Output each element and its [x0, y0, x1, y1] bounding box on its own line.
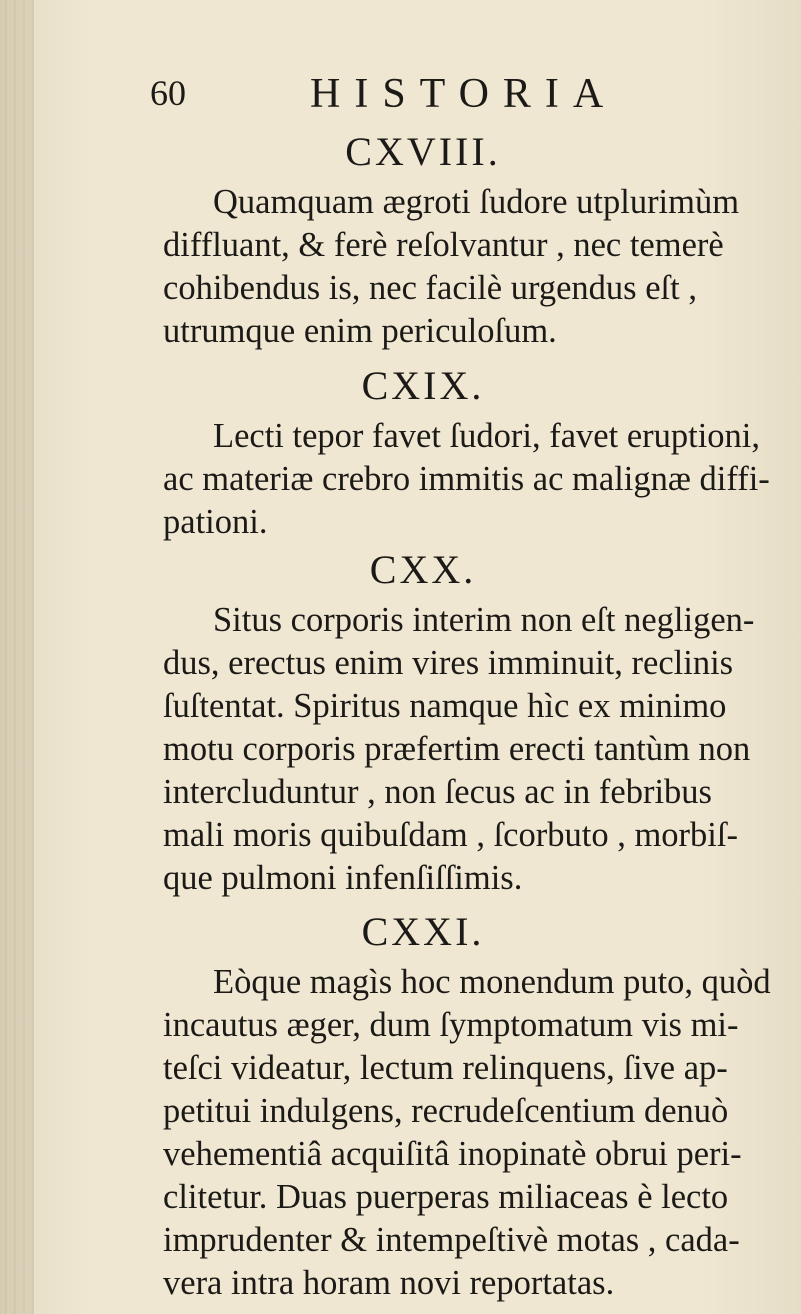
text-line: clitetur. Duas puerperas miliaceas è lecto	[163, 1178, 729, 1216]
section-paragraph	[163, 961, 771, 1305]
text-line: Lecti tepor favet ſudori, favet eruptioni,	[213, 417, 760, 455]
text-line: imprudenter & intempeſtivè motas , cada-	[163, 1221, 740, 1259]
text-line: motu corporis præfertim erecti tantùm non	[163, 730, 751, 768]
text-line: ac materiæ crebro immitis ac malignæ diffi-	[163, 460, 770, 498]
text-line: pationi.	[163, 503, 268, 541]
text-line: teſci videatur, lectum relinquens, ſive ap-	[163, 1049, 728, 1087]
text-line: petitui indulgens, recrudeſcentium denuò	[163, 1092, 729, 1130]
text-line: Eòque magìs hoc monendum puto, quòd	[213, 963, 771, 1001]
section-numeral: CXVIII.	[345, 129, 501, 174]
section-numeral: CXIX.	[361, 363, 485, 408]
section-paragraph	[163, 181, 758, 353]
running-title: HISTORIA	[310, 71, 618, 117]
text-line: que pulmoni infenſiſſimis.	[163, 859, 523, 897]
page-number: 60	[150, 73, 186, 113]
text-line: Quamquam ægroti ſudore utplurimùm	[213, 183, 740, 221]
section-cxviii	[163, 128, 763, 353]
section-cxix	[163, 362, 770, 544]
section-paragraph	[163, 599, 758, 900]
text-line: vehementiâ acquiſitâ inopinatè obrui peri-	[163, 1135, 742, 1173]
section-cxxi	[163, 908, 771, 1305]
text-line: Situs corporis interim non eſt negligen-	[213, 601, 755, 639]
text-line: dus, erectus enim vires imminuit, reclinis	[163, 644, 734, 682]
text-line: cohibendus is, nec facilè urgendus eſt ,	[163, 269, 697, 307]
text-line: vera intra horam novi reportatas.	[163, 1264, 615, 1302]
section-numeral: CXX.	[369, 547, 477, 592]
text-line: diffluant, & ferè reſolvantur , nec temerè	[163, 226, 724, 264]
text-line: intercluduntur , non ſecus ac in febribus	[163, 773, 712, 811]
text-line: ſuſtentat. Spiritus namque hìc ex minimo	[163, 687, 727, 725]
section-numeral: CXXI.	[361, 909, 485, 954]
page-gutter	[0, 0, 34, 1314]
section-paragraph	[163, 415, 770, 544]
running-head	[150, 70, 650, 120]
text-line: mali moris quibuſdam , ſcorbuto , morbiſ-	[163, 816, 738, 854]
text-line: incautus æger, dum ſymptomatum vis mi-	[163, 1006, 739, 1044]
section-cxx	[163, 546, 763, 900]
text-line: utrumque enim periculoſum.	[163, 312, 557, 350]
